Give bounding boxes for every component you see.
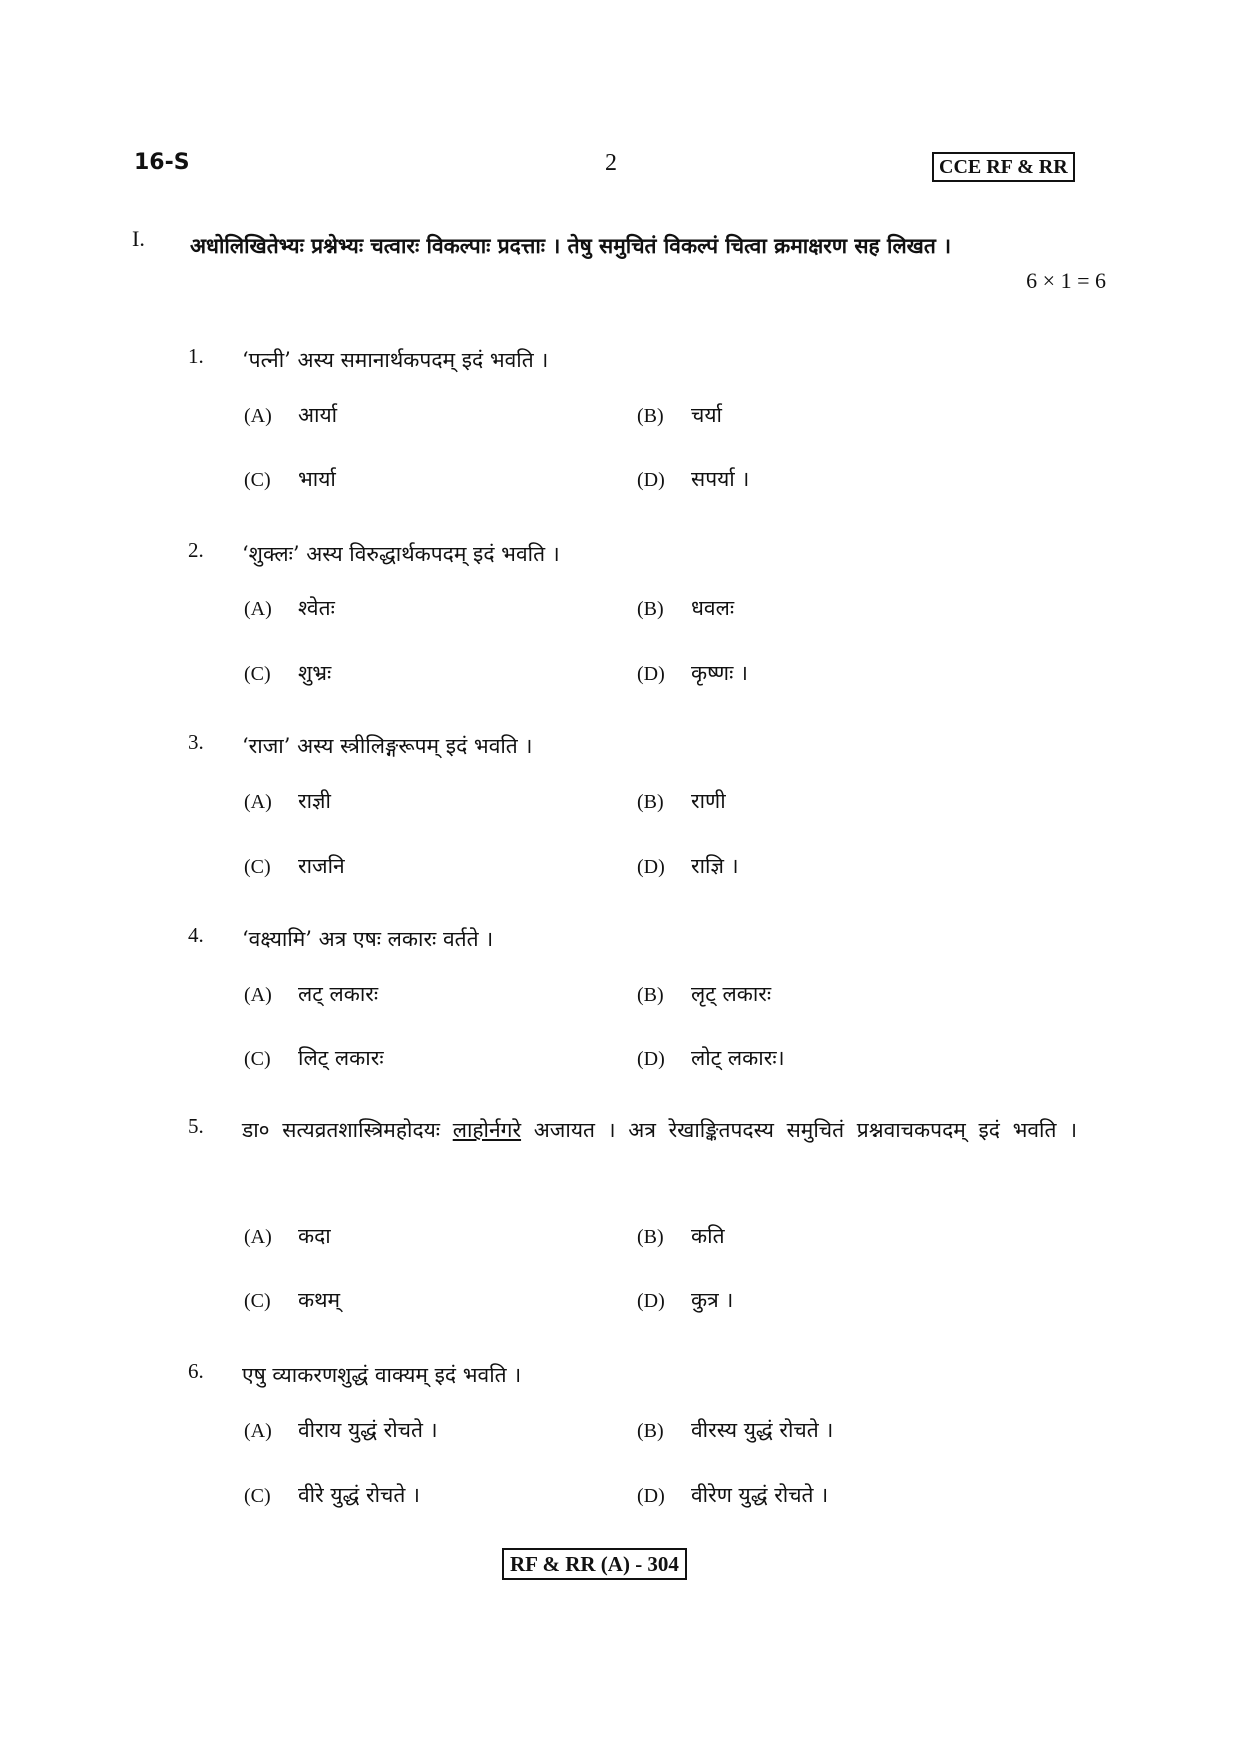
option-d [637, 852, 739, 880]
option-c [244, 1481, 420, 1509]
option-label: (D) [637, 663, 665, 685]
option-label: (B) [637, 598, 664, 620]
option-label: (D) [637, 856, 665, 878]
question-text: एषु व्याकरणशुद्धं वाक्यम् इदं भवति । [242, 1363, 522, 1387]
option-label: (A) [244, 1226, 272, 1248]
option-label: (A) [244, 1420, 272, 1442]
question-text-before: डा० सत्यव्रतशास्त्रिमहोदयः [242, 1118, 441, 1142]
option-label: (A) [244, 598, 272, 620]
option-label: (D) [637, 1048, 665, 1070]
option-text: लोट् लकारः। [691, 1046, 785, 1070]
option-a [244, 594, 335, 622]
option-text: राजनि [298, 854, 345, 878]
option-label: (A) [244, 405, 272, 427]
option-label: (D) [637, 1485, 665, 1507]
option-d [637, 659, 748, 687]
question-number: 2. [188, 538, 204, 562]
option-text: कति [691, 1224, 725, 1248]
question-number: 4. [188, 923, 204, 947]
question-number: 6. [188, 1359, 204, 1383]
option-text: कुत्र । [691, 1288, 734, 1312]
option-text: कदा [298, 1224, 331, 1248]
option-text: कथम् [298, 1288, 341, 1312]
option-a [244, 1222, 331, 1250]
option-a [244, 787, 331, 815]
question-number: 5. [188, 1114, 204, 1138]
option-b [637, 401, 722, 429]
option-text: कृष्णः । [691, 661, 748, 685]
option-text: धवलः [691, 596, 735, 620]
option-label: (D) [637, 1290, 665, 1312]
option-label: (B) [637, 984, 664, 1006]
option-text: वीरे युद्धं रोचते । [298, 1483, 420, 1507]
option-label: (A) [244, 984, 272, 1006]
option-c [244, 852, 345, 880]
option-label: (B) [637, 1226, 664, 1248]
option-a [244, 980, 378, 1008]
option-text: लिट् लकारः [298, 1046, 384, 1070]
option-b [637, 594, 734, 622]
option-label: (B) [637, 405, 664, 427]
option-label: (A) [244, 791, 272, 813]
option-text: भार्या [298, 467, 336, 491]
option-c [244, 465, 336, 493]
page-number: 2 [605, 150, 617, 176]
question-text: ‘वक्ष्यामि’ अत्र एषः लकारः वर्तते । [242, 927, 494, 951]
option-d [637, 1044, 785, 1072]
option-text: लट् लकारः [298, 982, 379, 1006]
underlined-word: लाहोर्नगरे [452, 1118, 522, 1142]
option-label: (D) [637, 469, 665, 491]
option-d [637, 1286, 733, 1314]
option-text: वीरेण युद्धं रोचते । [691, 1483, 829, 1507]
question-number: 3. [188, 730, 204, 754]
option-text: सपर्या । [691, 467, 750, 491]
option-label: (B) [637, 791, 664, 813]
question-number: 1. [188, 344, 204, 368]
series-box: CCE RF & RR [932, 152, 1075, 182]
option-text: राज्ञी [298, 789, 331, 813]
option-text: लृट् लकारः [691, 982, 772, 1006]
section-instruction: अधोलिखितेभ्यः प्रश्नेभ्यः चत्वारः विकल्पाः प्रदत्ताः । तेषु समुचितं विकल्पं चित्वा क्रमाक्षरण सह लिखत । [190, 233, 952, 258]
option-c [244, 659, 331, 687]
question-text-after: अजायत । अत्र रेखाङ्कितपदस्य समुचितं प्रश्नवाचकपदम् इदं भवति । [533, 1118, 1078, 1142]
option-c [244, 1044, 384, 1072]
option-text: चर्या [691, 403, 722, 427]
option-label: (B) [637, 1420, 664, 1442]
option-text: श्वेतः [298, 596, 335, 620]
option-d [637, 1481, 828, 1509]
question-text: ‘राजा’ अस्य स्त्रीलिङ्गरूपम् इदं भवति । [242, 734, 533, 758]
option-a [244, 1416, 438, 1444]
option-label: (C) [244, 1290, 271, 1312]
footer-code-box: RF & RR (A) - 304 [502, 1548, 687, 1580]
option-b [637, 1416, 833, 1444]
option-b [637, 980, 771, 1008]
option-label: (C) [244, 1048, 271, 1070]
option-d [637, 465, 749, 493]
option-text: आर्या [298, 403, 338, 427]
option-text: राज्ञि । [691, 854, 739, 878]
option-a [244, 401, 337, 429]
question-text: ‘पत्नी’ अस्य समानार्थकपदम् इदं भवति । [242, 348, 549, 372]
section-marks: 6 × 1 = 6 [1026, 268, 1106, 293]
option-label: (C) [244, 663, 271, 685]
option-text: वीराय युद्धं रोचते । [298, 1418, 438, 1442]
option-label: (C) [244, 856, 271, 878]
question-text [242, 1104, 1104, 1156]
question-text: ‘शुक्लः’ अस्य विरुद्धार्थकपदम् इदं भवति । [242, 542, 560, 566]
subject-code: 16-S [134, 150, 190, 175]
option-b [637, 1222, 725, 1250]
option-text: राणी [691, 789, 726, 813]
option-label: (C) [244, 469, 271, 491]
option-text: शुभ्रः [298, 661, 332, 685]
section-number: I. [132, 226, 145, 251]
option-c [244, 1286, 340, 1314]
option-label: (C) [244, 1485, 271, 1507]
option-b [637, 787, 726, 815]
option-text: वीरस्य युद्धं रोचते । [691, 1418, 834, 1442]
